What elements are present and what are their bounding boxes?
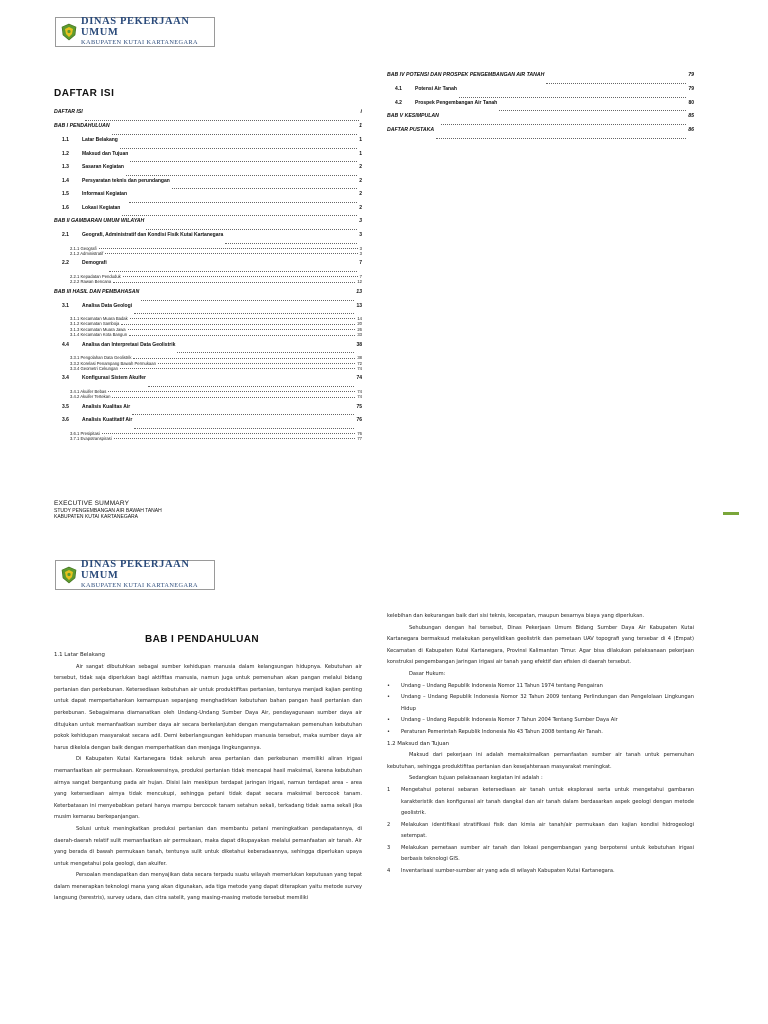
- footer-line-1: STUDY PENGEMBANGAN AIR BAWAH TANAH: [54, 507, 162, 514]
- org-subtitle: KABUPATEN KUTAI KARTANEGARA: [81, 582, 198, 590]
- list-item-text: Undang – Undang Republik Indonesia Nomor 32 Tahun 2009 tentang Perlindungan dan Pengelolaan Lingkungan Hidup: [401, 694, 694, 712]
- body-paragraph: Sehubungan dengan hal tersebut, Dinas Pekerjaan Umum Bidang Sumber Daya Air Kabupaten Kutai Kartanegara bermaksud melakukan penyelidikan geolistrik dan pemetaan UAV topografi yang tersebar di 4 (Empat) Kecamatan di Kabupaten Kutai Kartanegara, Provinsi Kalimantan Timur. Agar bisa dilakukan pelaksanaan pekerjaan konstruksi pengembangan jaringan irigasi air tanah yang efektif dan efisien di daerah tersebut.: [387, 624, 694, 666]
- toc-entry-page: 79: [688, 72, 694, 78]
- list-item: [387, 785, 694, 820]
- body-right-column: [387, 611, 694, 878]
- list-item-text: Inventarisasi sumber-sumber air yang ada di wilayah Kabupaten Kutai Kartanegara.: [401, 868, 615, 875]
- toc-entry: [54, 303, 362, 317]
- toc-leader-dots: [114, 438, 356, 439]
- toc-entry-label: Analisa Data Geologi: [82, 302, 133, 309]
- toc-entry-number: 1.4: [62, 177, 69, 184]
- toc-entry-number: 4.1: [395, 86, 402, 92]
- list-item-text: Mengetahui potensi sebaran ketersediaan air tanah untuk eksplorasi serta untuk mengetahui gambaran karakteristik dan konfigurasi air tanah dangkal dan air tanah dalam berdasarkan aspek geologi dengan metode geolistrik.: [401, 786, 694, 817]
- toc-leader-dots: [108, 391, 355, 392]
- toc-entry-page: 72: [357, 360, 362, 366]
- toc-entry-number: 2.1: [62, 232, 69, 238]
- toc-entry-page: 3: [359, 218, 362, 224]
- toc-entry-page: 86: [688, 127, 694, 133]
- list-item: [387, 692, 694, 715]
- toc-entry-label: 2.2.1 Kepadatan Penduduk: [70, 273, 121, 279]
- toc-entry-label: Maksud dan Tujuan: [82, 150, 129, 157]
- toc-entry-label: Analisa dan Interpretasi Data Geolistrik: [82, 341, 176, 348]
- toc-entry-page: 13: [356, 288, 362, 295]
- toc-leader-dots: [85, 120, 359, 121]
- toc-entry: [54, 123, 362, 137]
- toc-entry-page: 77: [357, 435, 362, 441]
- toc-entry-number: 3.1: [62, 302, 69, 309]
- toc-entry-number: 3.4: [62, 375, 69, 382]
- toc-leader-dots: [129, 202, 357, 203]
- list-marker: •: [387, 694, 391, 701]
- toc-leader-dots: [105, 253, 357, 254]
- toc-entry-page: 1: [359, 137, 362, 143]
- toc-entry-label: Latar Belakang: [82, 137, 118, 143]
- org-subtitle: KABUPATEN KUTAI KARTANEGARA: [81, 39, 198, 47]
- toc-entry-page: i: [360, 109, 362, 115]
- toc-leader-dots: [132, 414, 354, 415]
- toc-entry: [54, 436, 362, 441]
- toc-entry: [54, 417, 362, 431]
- toc-entry-label: BAB IV POTENSI DAN PROSPEK PENGEMBANGAN AIR TANAH: [387, 72, 545, 78]
- toc-entry-label: DAFTAR PUSTAKA: [387, 127, 435, 133]
- toc-leader-dots: [122, 215, 357, 216]
- toc-leader-dots: [120, 368, 355, 369]
- toc-entry: [54, 109, 362, 123]
- toc-leader-dots: [134, 428, 354, 429]
- org-name: DINAS PEKERJAAN UMUM: [81, 16, 190, 38]
- toc-entry-page: 12: [357, 279, 362, 285]
- toc-entry-label: 3.4.1 Akuifer Bebas: [70, 388, 107, 394]
- toc-entry-number: 3.6: [62, 417, 69, 424]
- list-item-text: Melakukan pemetaan sumber air tanah dan lokasi pengembangan yang berpotensi untuk kebutuhan irigasi berbasis teknologi GIS.: [401, 844, 694, 863]
- toc-entry-page: 2: [359, 204, 362, 211]
- toc-entry-page: 38: [356, 341, 362, 348]
- toc-entry-page: 38: [357, 355, 362, 361]
- toc-leader-dots: [126, 175, 357, 176]
- toc-leader-dots: [129, 335, 355, 336]
- toc-entry-page: 74: [356, 375, 362, 382]
- toc-entry: [54, 260, 362, 274]
- toc-entry-page: 2: [359, 177, 362, 184]
- toc-entry: [54, 205, 362, 219]
- toc-entry-page: 26: [357, 326, 362, 332]
- toc-entry-label: 3.1.1 Kecamatan Muara Badak: [70, 316, 128, 322]
- toc-entry-number: 1.3: [62, 164, 69, 170]
- list-marker: 1: [387, 786, 391, 793]
- toc-entry-page: 1: [359, 123, 362, 129]
- toc-entry-number: 3.5: [62, 403, 69, 410]
- chapter-title: BAB I PENDAHULUAN: [145, 634, 260, 645]
- toc-entry-page: 76: [357, 430, 362, 436]
- body-paragraph: Dasar Hukum:: [409, 670, 446, 677]
- footer-title: EXECUTIVE SUMMARY: [54, 500, 130, 507]
- toc-leader-dots: [130, 318, 356, 319]
- toc-leader-dots: [459, 97, 686, 98]
- toc-entry-label: Lokasi Kegiatan: [82, 204, 121, 211]
- toc-entry-label: Prospek Pengembangan Air Tanah: [415, 99, 498, 106]
- toc-leader-dots: [121, 324, 355, 325]
- toc-entry-page: 75: [356, 403, 362, 410]
- body-paragraph: Di Kabupaten Kutai Kartanegara tidak seluruh area pertanian dan perkebunan memiliki aliran irigasi memanfaatkan air permukaan. Konsekwensinya, produksi pertanian tidak mencapai hasil maksimal, karena kebutuhan airnya sangat bergantung pada air hujan. Disisi lain meskipun terdapat jaringan irigasi, namun terdapat area – area yang ketersediaan airnya tidak mencukupi, sehingga petani tidak dapat secara maksimal bercocok tanam. Keterbatasan ini menyebabkan petani hanya mampu bercocok tanam setahun sekali, terkadang tidak sama sekali jika musim kemarau berkepanjangan.: [54, 756, 362, 821]
- chapter-page: [0, 552, 768, 1024]
- toc-leader-dots: [128, 329, 356, 330]
- toc-entry-label: 3.1.4 Kecamatan Kota Bangun: [70, 332, 128, 338]
- toc-entry-page: 3: [359, 232, 362, 238]
- list-item: [387, 820, 694, 843]
- toc-entry: [387, 86, 694, 100]
- toc-entry-label: Persyaratan teknis dan perundangan: [82, 177, 170, 184]
- section-heading: 1.2 Maksud dan Tujuan: [387, 740, 450, 747]
- toc-entry-page: 85: [688, 113, 694, 119]
- toc-entry: [387, 100, 694, 114]
- toc-entry: [54, 232, 362, 246]
- body-paragraph: Maksud dari pekerjaan ini adalah memaksimalkan pemanfaatan sumber air tanah untuk pemenuhan kebutuhan, sehingga produktifitas pertanian dan kesejahteraan masyarakat meningkat.: [387, 752, 694, 770]
- toc-leader-dots: [112, 134, 357, 135]
- toc-leader-dots: [133, 358, 355, 359]
- toc-entry: [54, 151, 362, 165]
- toc-entry-label: 2.1.2 Administratif: [70, 250, 104, 256]
- toc-leader-dots: [109, 271, 357, 272]
- toc-entry-label: 3.1.3 Kecamatan Muara Jawa: [70, 326, 126, 332]
- toc-leader-dots: [102, 433, 356, 434]
- toc-entry-number: 2.2: [62, 260, 69, 267]
- toc-entry-label: BAB I PENDAHULUAN: [54, 123, 110, 129]
- toc-entry-number: 4.2: [395, 99, 402, 106]
- list-item-text: Undang – Undang Republik Indonesia Nomor 7 Tahun 2004 Tentang Sumber Daya Air: [401, 717, 618, 724]
- toc-leader-dots: [99, 248, 358, 249]
- list-item: [387, 715, 694, 727]
- list-marker: •: [387, 728, 391, 735]
- toc-entry-label: BAB II GAMBARAN UMUM WILAYAH: [54, 218, 145, 224]
- list-item: [387, 866, 694, 878]
- toc-title: DAFTAR ISI: [54, 88, 115, 99]
- toc-entry-label: 3.3.2 Korelasi Penampang Bawah Permukaan: [70, 360, 156, 366]
- toc-leader-dots: [141, 300, 354, 301]
- toc-entry: [54, 164, 362, 178]
- header-logo: [55, 560, 215, 590]
- body-paragraph: Solusi untuk meningkatkan produksi pertanian dan membantu petani meningkatkan pendapatannya, di daerah-daerah relatif sulit memanfaatkan air permukaan, maka dapat dikupayakan melalui pemanfaatan air tanah. Air yang berada di bawah permukaan tanah, tentunya sulit untuk diketahui keberadaannya, sehingga diperlukan upaya untuk mengetahui pola geologi, dan akuifer.: [54, 825, 362, 867]
- list-marker: •: [387, 717, 391, 724]
- toc-entry-label: BAB V KESIMPULAN: [387, 113, 439, 119]
- toc-entry: [387, 127, 694, 141]
- toc-entry-label: Konfigurasi Sistem Akuifer: [82, 375, 146, 382]
- toc-entry-label: Geografi, Administratif dan Kondisi Fisik Kutai Kartanegara: [82, 232, 224, 238]
- toc-entry-page: 2: [359, 164, 362, 170]
- toc-entry: [54, 342, 362, 356]
- list-item-text: Melakukan identifikasi stratifikasi fisik dan kimia air tanah/air permukaan dan kajian kondisi hidrogeologi setempat.: [401, 821, 694, 840]
- toc-entry-page: 7: [359, 273, 362, 279]
- toc-entry-page: 74: [357, 365, 362, 371]
- toc-entry-page: 74: [357, 388, 362, 394]
- toc-entry-page: 3: [359, 250, 362, 256]
- toc-entry: [54, 375, 362, 389]
- toc-entry-label: Analisis Kualitas Air: [82, 403, 131, 410]
- toc-leader-dots: [172, 188, 357, 189]
- toc-leader-dots: [146, 229, 357, 230]
- toc-entry-page: 2: [359, 191, 362, 197]
- toc-entry-page: 80: [688, 99, 694, 106]
- toc-entry-label: 3.1.2 Kecamatan Samboja: [70, 321, 120, 327]
- toc-entry-label: BAB III HASIL DAN PEMBAHASAN: [54, 288, 140, 295]
- org-name: DINAS PEKERJAAN UMUM: [81, 559, 190, 581]
- toc-leader-dots: [112, 397, 355, 398]
- toc-entry-page: 79: [688, 86, 694, 92]
- toc-entry-label: Demografi: [82, 260, 107, 267]
- list-item: [387, 681, 694, 693]
- emblem-icon: [61, 565, 77, 585]
- toc-entry-label: 3.3.1 Pengolahan Data Geolistrik: [70, 355, 132, 361]
- section-heading: 1.1 Latar Belakang: [54, 652, 105, 658]
- document-footer: [54, 501, 162, 520]
- toc-entry-label: 3.3.4 Geometri Cekungan: [70, 365, 118, 371]
- toc-leader-dots: [120, 148, 357, 149]
- toc-entry-label: 3.7.1 Evapotranspirasi: [70, 435, 112, 441]
- toc-entry-number: 4.4: [62, 341, 69, 348]
- toc-entry-page: 76: [356, 417, 362, 424]
- toc-entry-number: 1.1: [62, 137, 69, 143]
- toc-entry: [54, 191, 362, 205]
- toc-entry-label: 3.6.1 Presipitasi: [70, 430, 100, 436]
- toc-leader-dots: [499, 110, 686, 111]
- toc-entry: [387, 72, 694, 86]
- body-paragraph: kelebihan dan kekurangan baik dari sisi teknis, kecepatan, maupun besarnya biaya yang diperlukan.: [387, 613, 645, 619]
- toc-entry-label: Potensi Air Tanah: [415, 86, 457, 92]
- toc-entry-label: Analisis Kuatitatif Air: [82, 417, 133, 424]
- page-marker: [723, 512, 739, 515]
- toc-entry-page: 20: [357, 321, 362, 327]
- toc-entry-label: 2.2.2 Rawan Bencana: [70, 279, 112, 285]
- toc-entry-label: 3.4.2 Akuifer Tertekan: [70, 394, 111, 400]
- list-marker: 4: [387, 868, 391, 875]
- toc-entry: [54, 404, 362, 418]
- toc-entry-page: 1: [359, 150, 362, 157]
- toc-entry: [54, 137, 362, 151]
- list-item-text: Undang – Undang Republik Indonesia Nomor 11 Tahun 1974 tentang Pengairan: [401, 682, 603, 689]
- list-item: [387, 843, 694, 866]
- toc-entry-number: 1.2: [62, 150, 69, 157]
- footer-line-2: KABUPATEN KUTAI KARTANEGARA: [54, 513, 138, 520]
- toc-entry-label: Sasaran Kegiatan: [82, 164, 124, 170]
- toc-entry-label: Informasi Kegiatan: [82, 191, 128, 197]
- body-paragraph: Sedangkan tujuan pelaksanaan kegiatan ini adalah :: [409, 775, 543, 782]
- toc-entry-page: 7: [359, 260, 362, 267]
- toc-entry: [387, 113, 694, 127]
- toc-leader-dots: [225, 243, 357, 244]
- toc-leader-dots: [113, 282, 355, 283]
- list-item-text: Peraturan Pemerintah Republik Indonesia No 43 Tahun 2008 tentang Air Tanah.: [401, 728, 603, 735]
- toc-leader-dots: [441, 124, 686, 125]
- toc-entry-page: 14: [357, 316, 362, 322]
- body-paragraph: Persoalan mendapatkan dan menyajikan data secara terpadu suatu wilayah memerlukan keputusan yang tepat dalam menerapkan teknologi mana yang akan digunakan, ada tiga metode yang dapat diterapkan yaitu metode survey langsung (terestris), survey udara, dan citra satelit, yang masing-masing metode tersebut memiliki: [54, 872, 362, 902]
- toc-leader-dots: [123, 276, 358, 277]
- toc-left-column: [54, 109, 362, 441]
- toc-entry-page: 33: [357, 332, 362, 338]
- toc-leader-dots: [177, 352, 354, 353]
- body-left-column: [54, 650, 362, 905]
- emblem-icon: [61, 22, 77, 42]
- toc-entry-page: 74: [357, 394, 362, 400]
- toc-entry-label: DAFTAR ISI: [54, 109, 83, 115]
- list-marker: 2: [387, 821, 391, 828]
- toc-leader-dots: [158, 363, 355, 364]
- toc-entry-number: 1.5: [62, 191, 69, 197]
- toc-entry-number: 1.6: [62, 204, 69, 211]
- toc-leader-dots: [134, 313, 354, 314]
- toc-entry-page: 3: [359, 245, 362, 251]
- toc-entry: [54, 178, 362, 192]
- body-paragraph: Air sangat dibutuhkan sebagai sumber kehidupan manusia dalam kelangsungan hidupnya. Kebutuhan air tersebut, tidak saja diperlukan bagi aktifitas manusia, namun juga untuk pemenuhan akan pangan melalui bidang pertanian dan perkebunan. Ketersediaan kebutuhan air untuk produktifitas pertanian, tentunya menjadi kajian penting untuk dapat mempertahankan kemampuan sepanjang menghadirkan kebutuhan bahan pangan hasil pertanian dan perkebunan. Sebagaimana diamanatkan oleh Undang-Undang Sumber Daya Air, pendayagunaan sumber daya air ditujukan untuk memanfaatkan sumber daya air secara berkelanjutan dengan mengutamakan pemenuhan kebutuhan pokok kehidupan masyarakat secara adil. Demi keberlangsungan kehidupan manusia tersebut, maka sumber daya air harus dikelola dengan baik dengan memperhatikan dan menjaga lingkungannya.: [54, 663, 362, 751]
- header-logo: [55, 17, 215, 47]
- toc-entry-page: 13: [356, 302, 362, 309]
- toc-leader-dots: [546, 83, 686, 84]
- list-marker: •: [387, 682, 391, 689]
- toc-leader-dots: [436, 138, 686, 139]
- toc-leader-dots: [130, 161, 357, 162]
- page-number: i: [728, 508, 730, 514]
- list-item: [387, 727, 694, 739]
- toc-entry-label: 2.1.1 Geografi: [70, 245, 97, 251]
- list-marker: 3: [387, 844, 391, 851]
- toc-entry: [54, 218, 362, 232]
- toc-leader-dots: [148, 386, 354, 387]
- toc-entry: [54, 289, 362, 303]
- toc-right-column: [387, 72, 694, 141]
